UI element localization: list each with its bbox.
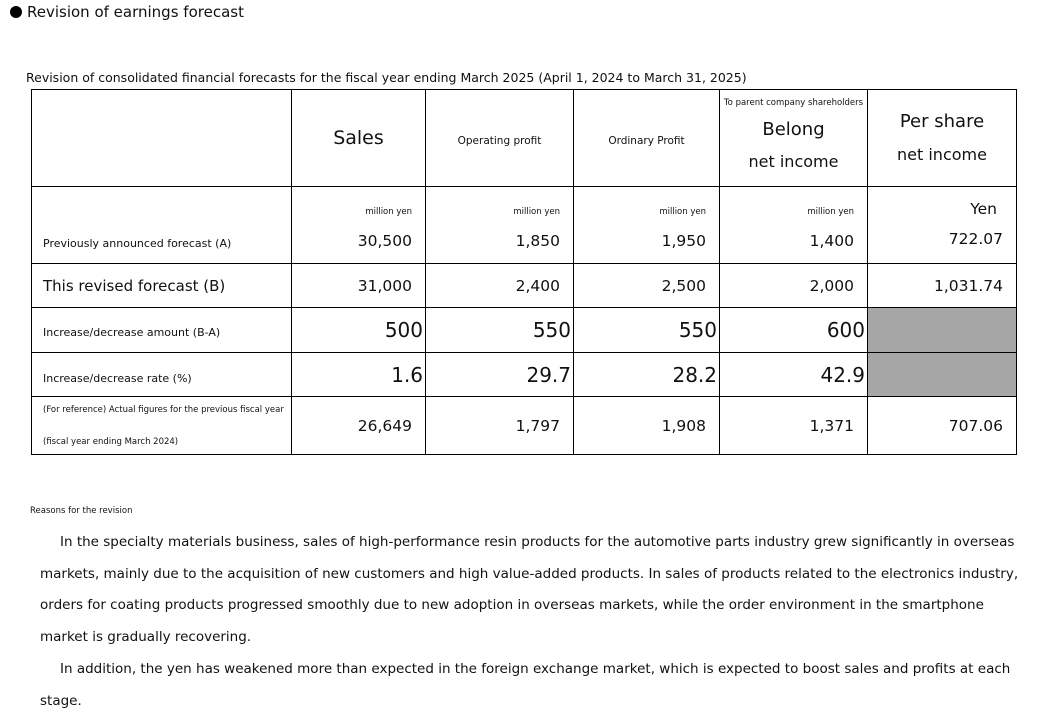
value-cell: 707.06 [868, 397, 1017, 455]
row-label: This revised forecast (B) [32, 264, 292, 308]
table-row [32, 187, 1017, 264]
row-label: Increase/decrease amount (B-A) [32, 308, 292, 353]
header-operating-profit: Operating profit [426, 90, 574, 187]
value-cell: 1,371 [720, 397, 868, 455]
value-cell: 500 [292, 308, 426, 353]
value-cell: 550 [426, 308, 574, 353]
blank-shaded-cell [868, 308, 1017, 353]
value-cell: 550 [574, 308, 720, 353]
value-cell: 2,000 [720, 264, 868, 308]
value-cell: 29.7 [426, 353, 574, 397]
header-sales: Sales [292, 90, 426, 187]
value-cell: million yen 1,950 [574, 187, 720, 264]
value-cell: 1,797 [426, 397, 574, 455]
table-row [32, 308, 1017, 353]
header-ordinary-profit: Ordinary Profit [574, 90, 720, 187]
forecast-table [31, 89, 1017, 455]
value-cell: 31,000 [292, 264, 426, 308]
section-heading-text: Revision of earnings forecast [27, 3, 244, 21]
value-cell: 26,649 [292, 397, 426, 455]
value-cell: 2,500 [574, 264, 720, 308]
value-cell: 28.2 [574, 353, 720, 397]
value-cell: 1.6 [292, 353, 426, 397]
header-empty-cell [32, 90, 292, 187]
reasons-paragraph: In addition, the yen has weakened more than expected in the foreign exchange market, which is expected to boost sales and profits at each stage. [40, 661, 1011, 709]
value-cell: million yen 1,400 [720, 187, 868, 264]
value-cell: 1,031.74 [868, 264, 1017, 308]
reasons-paragraph: In the specialty materials business, sales of high-performance resin products for the automotive parts industry grew significantly in overseas markets, mainly due to the acquisition of new customers and high value-added products. In sales of products related to the electronics industry, orders for coating products progressed smoothly due to new adoption in overseas markets, while the order environment in the smartphone market is gradually recovering. [40, 534, 1019, 645]
table-header-row [32, 90, 1017, 187]
row-label: Increase/decrease rate (%) [32, 353, 292, 397]
value-cell: million yen 1,850 [426, 187, 574, 264]
value-cell: 600 [720, 308, 868, 353]
table-row [32, 353, 1017, 397]
section-heading [10, 2, 244, 22]
row-label: Previously announced forecast (A) [32, 187, 292, 264]
table-caption: Revision of consolidated financial forecasts for the fiscal year ending March 2025 (April 1, 2024 to March 31, 2025) [26, 70, 747, 85]
row-label: (For reference) Actual figures for the previous fiscal year (fiscal year ending March 2024) [32, 397, 292, 455]
bullet-icon [10, 6, 22, 18]
reasons-title: Reasons for the revision [30, 506, 133, 516]
value-cell: million yen 30,500 [292, 187, 426, 264]
table-row [32, 264, 1017, 308]
blank-shaded-cell [868, 353, 1017, 397]
value-cell: 42.9 [720, 353, 868, 397]
table-row [32, 397, 1017, 455]
value-cell: 1,908 [574, 397, 720, 455]
value-cell: 2,400 [426, 264, 574, 308]
value-cell: Yen 722.07 [868, 187, 1017, 264]
header-per-share-net-income: Per share net income [868, 90, 1017, 187]
header-net-income: To parent company shareholders Belong net income [720, 90, 868, 187]
